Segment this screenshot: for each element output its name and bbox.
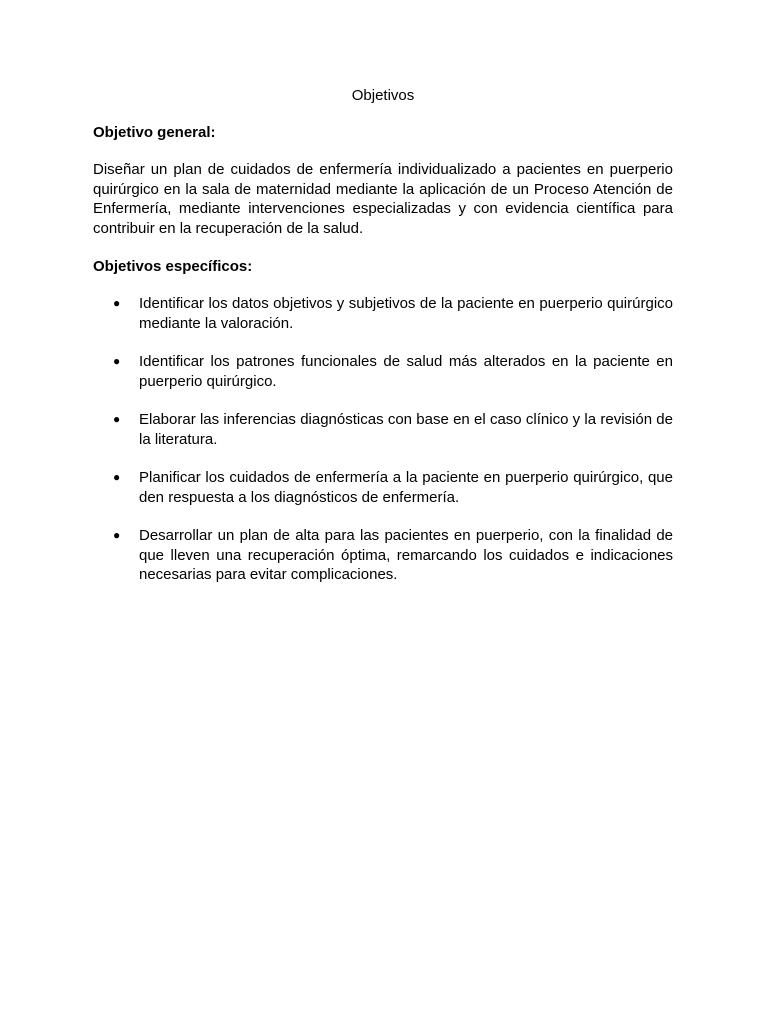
bullet-icon: ● [113, 470, 121, 484]
bullet-icon: ● [113, 412, 121, 426]
specific-objectives-list [93, 294, 673, 585]
list-item-text: Elaborar las inferencias diagnósticas con base en el caso clínico y la revisión de la literatura. [139, 411, 673, 448]
specific-objectives-heading: Objetivos específicos: [93, 258, 253, 275]
list-item [93, 352, 673, 391]
list-item [93, 410, 673, 449]
list-item-text: Planificar los cuidados de enfermería a la paciente en puerperio quirúrgico, que den respuesta a los diagnósticos de enfermería. [139, 469, 673, 506]
document-title: Objetivos [351, 87, 415, 104]
bullet-icon: ● [113, 296, 121, 310]
list-item [93, 468, 673, 507]
bullet-icon: ● [113, 528, 121, 542]
list-item [93, 294, 673, 333]
list-item [93, 526, 673, 585]
general-objective-text: Diseñar un plan de cuidados de enfermería individualizado a pacientes en puerperio quirúrgico en la sala de maternidad mediante la aplicación de un Proceso Atención de Enfermería, mediante intervenciones especializadas y con evidencia científica para contribuir en la recuperación de la salud. [93, 161, 673, 237]
list-item-text: Identificar los patrones funcionales de salud más alterados en la paciente en puerperio quirúrgico. [139, 353, 673, 390]
list-item-text: Desarrollar un plan de alta para las pacientes en puerperio, con la finalidad de que lleven una recuperación óptima, remarcando los cuidados e indicaciones necesarias para evitar complicaciones. [139, 527, 673, 583]
bullet-icon: ● [113, 354, 121, 368]
list-item-text: Identificar los datos objetivos y subjetivos de la paciente en puerperio quirúrgico mediante la valoración. [139, 295, 673, 332]
general-objective-heading: Objetivo general: [93, 124, 216, 141]
